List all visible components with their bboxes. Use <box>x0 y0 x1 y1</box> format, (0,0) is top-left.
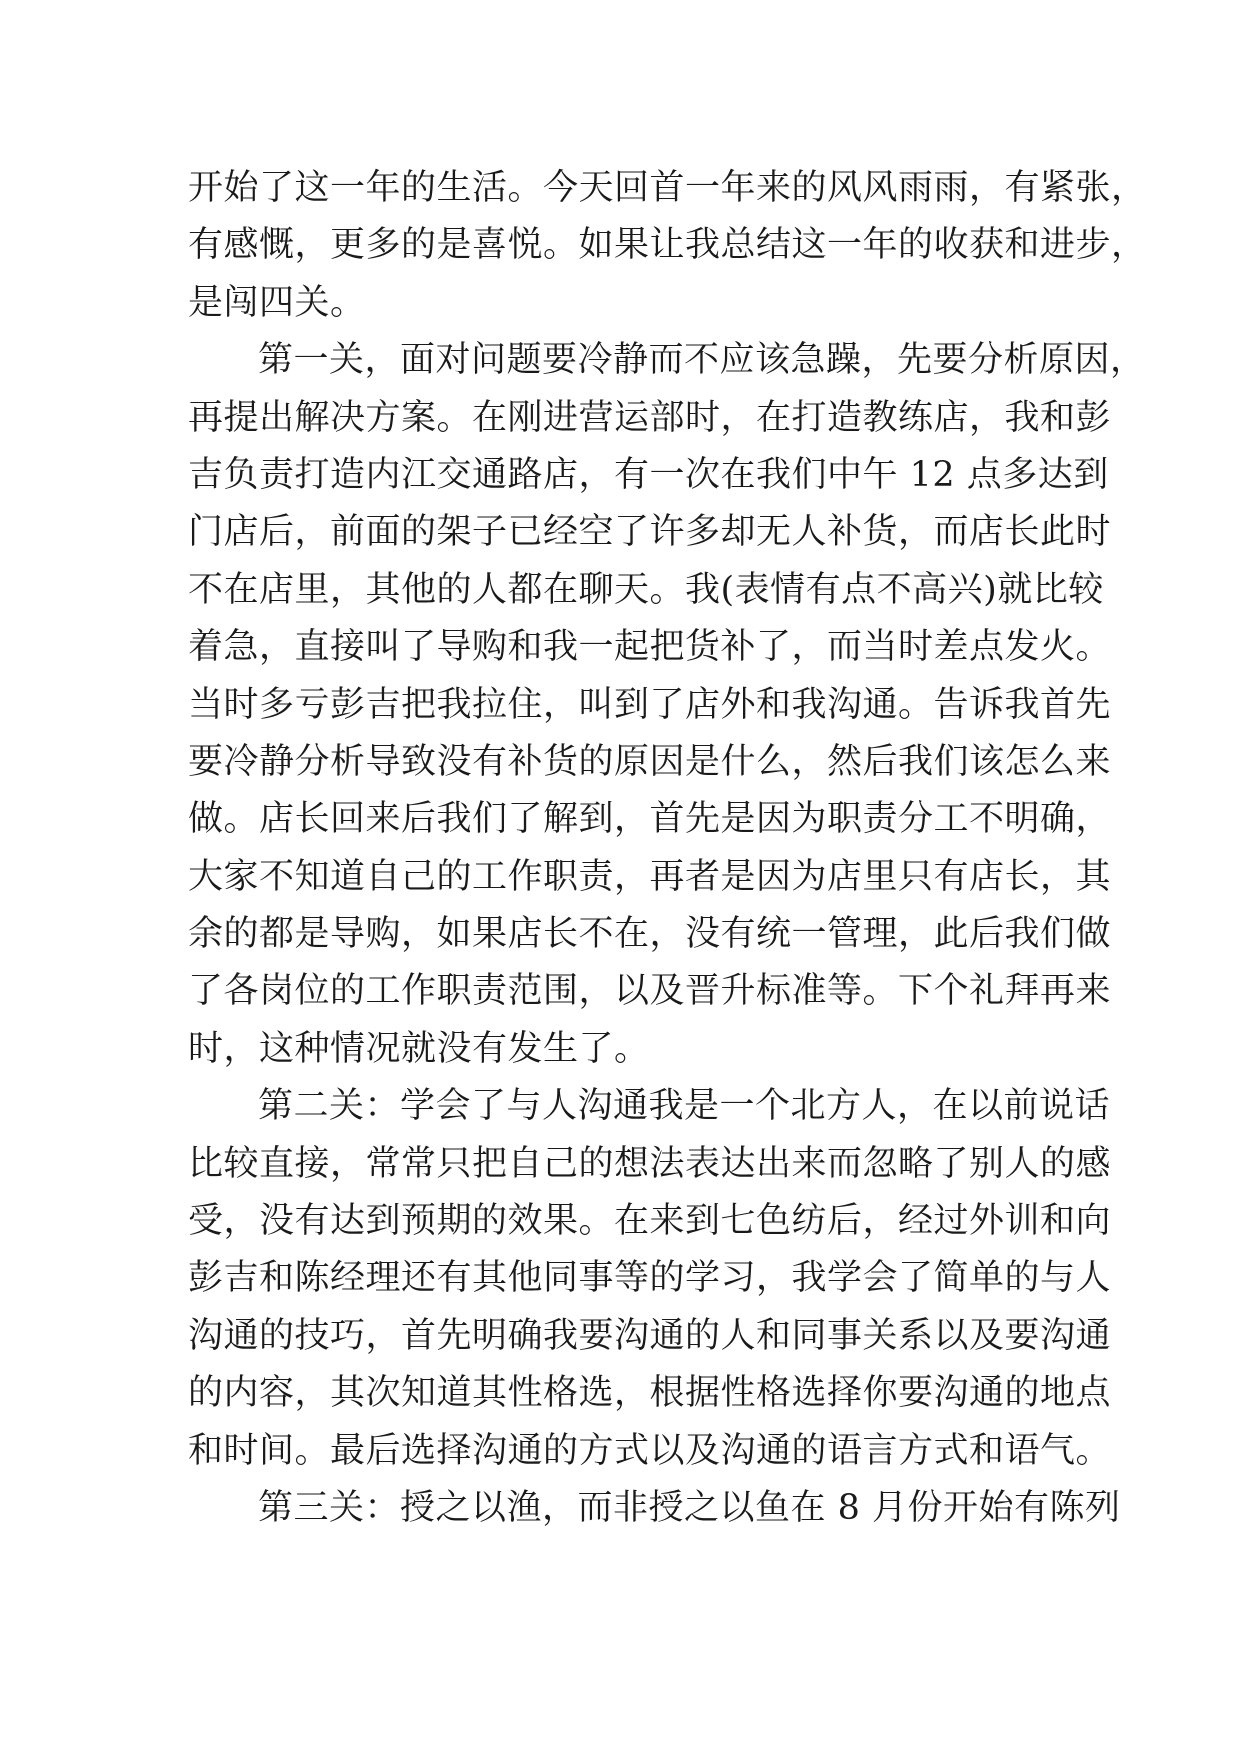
text-line: 着急，直接叫了导购和我一起把货补了，而当时差点发火。 <box>188 627 1112 668</box>
text-line: 比较直接，常常只把自己的想法表达出来而忽略了别人的感 <box>188 1143 1112 1184</box>
text-line: 大家不知道自己的工作职责，再者是因为店里只有店长，其 <box>188 856 1112 897</box>
text-line: 开始了这一年的生活。今天回首一年来的风风雨雨，有紧张， <box>188 168 1147 208</box>
text-line: 做。店长回来后我们了解到，首先是因为职责分工不明确， <box>188 799 1112 840</box>
text-line: 要冷静分析导致没有补货的原因是什么，然后我们该怎么来 <box>188 741 1112 782</box>
text-line: 了各岗位的工作职责范围，以及晋升标准等。下个礼拜再来 <box>188 971 1112 1012</box>
text-line: 吉负责打造内江交通路店，有一次在我们中午 12 点多达到 <box>188 454 1109 495</box>
text-line: 是闯四关。 <box>188 282 366 323</box>
text-line: 门店后，前面的架子已经空了许多却无人补货，而店长此时 <box>188 512 1112 553</box>
text-line: 和时间。最后选择沟通的方式以及沟通的语言方式和语气。 <box>188 1430 1112 1471</box>
text-line: 有感慨，更多的是喜悦。如果让我总结这一年的收获和进步， <box>188 225 1147 266</box>
text-line: 再提出解决方案。在刚进营运部时，在打造教练店，我和彭 <box>188 397 1112 438</box>
text-line: 当时多亏彭吉把我拉住，叫到了店外和我沟通。告诉我首先 <box>188 684 1112 725</box>
text-line: 不在店里，其他的人都在聊天。我(表情有点不高兴)就比较 <box>188 569 1104 610</box>
paragraph-first-line: 第三关：授之以渔，而非授之以鱼在 8 月份开始有陈列 <box>258 1487 1121 1528</box>
text-line: 余的都是导购，如果店长不在，没有统一管理，此后我们做 <box>188 914 1112 955</box>
paragraph-first-line: 第一关，面对问题要冷静而不应该急躁，先要分析原因， <box>258 340 1146 381</box>
text-line: 彭吉和陈经理还有其他同事等的学习，我学会了简单的与人 <box>188 1258 1112 1299</box>
text-line: 受，没有达到预期的效果。在来到七色纺后，经过外训和向 <box>188 1201 1112 1242</box>
text-line: 沟通的技巧，首先明确我要沟通的人和同事关系以及要沟通 <box>188 1315 1112 1356</box>
text-line: 时，这种情况就没有发生了。 <box>188 1028 650 1069</box>
document-body <box>188 160 1147 1537</box>
paragraph-first-line: 第二关：学会了与人沟通我是一个北方人，在以前说话 <box>258 1086 1111 1127</box>
text-line: 的内容，其次知道其性格选，根据性格选择你要沟通的地点 <box>188 1373 1112 1414</box>
